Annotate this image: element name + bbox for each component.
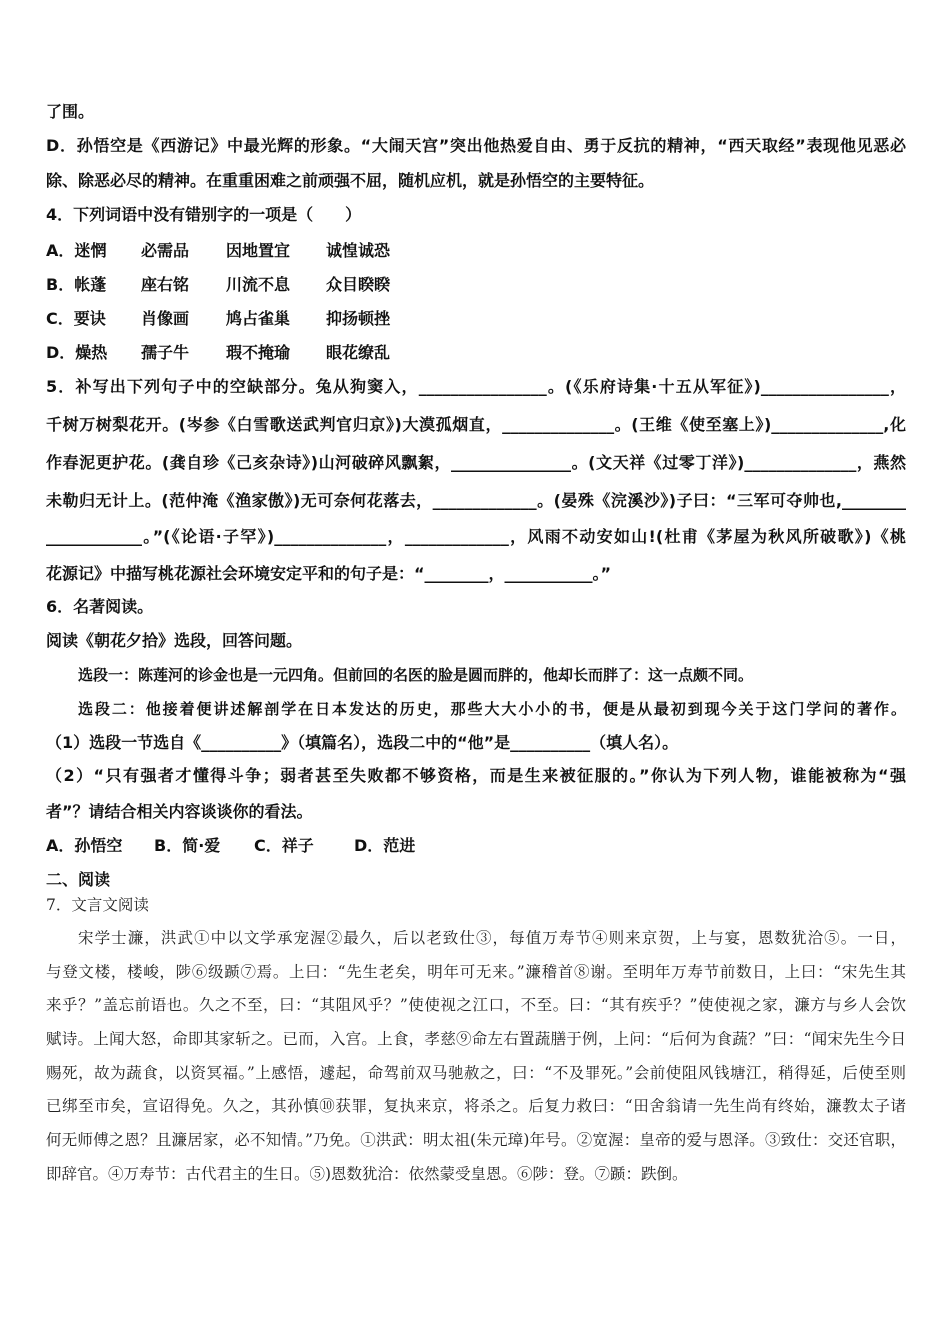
text-line: 与登文楼，楼峻，陟⑥级踬⑦焉。上曰：“先生老矣，明年可无来。”濂稽首⑧谢。至明年万寿节前数日，上曰：“宋先生其 [46,963,906,981]
text-line: 二、阅读 [46,870,111,889]
text-line: 赐死，故为蔬食，以资冥福。”上感悟，遽起，命驾前双马驰赦之，曰：“不及罪死。”会前使阻风钱塘江，稍得延，后使至则 [46,1064,906,1082]
indented-paragraph-line: 选段一：陈莲河的诊金也是一元四角。但前回的名医的脸是圆而胖的，他却长而胖了：这一点颇不同。 [78,666,754,684]
text-line: 者”？请结合相关内容谈谈你的看法。 [46,802,313,821]
text-line: 未勒归无计上。(范仲淹《渔家傲》)无可奈何花落去，_____________。(晏殊《浣溪沙》)子曰：“三军可夺帅也,________ [46,491,906,510]
option-item: C．要诀 [46,309,106,328]
text-line: 5．补写出下列句子中的空缺部分。兔从狗窦入，________________。(《乐府诗集·十五从军征》)________________， [46,377,906,396]
option-item: 川流不息 [226,275,291,294]
text-line: D．孙悟空是《西游记》中最光辉的形象。“大闹天宫”突出他热爱自由、勇于反抗的精神，“西天取经”表现他见恶必 [46,136,906,155]
text-line: 已绑至市矣，宣诏得免。久之，其孙慎⑩获罪，复执来京，将杀之。后复力救曰：“田舍翁请一先生尚有终始，濂教太子诸 [46,1097,906,1115]
option-item: 众目睽睽 [326,275,391,294]
text-line: 除、除恶必尽的精神。在重重困难之前顽强不屈，随机应机，就是孙悟空的主要特征。 [46,171,655,190]
text-line: 何无师傅之恩？且濂居家，必不知情。”乃免。①洪武：明太祖(朱元璋)年号。②宽渥：皇帝的爱与恩泽。③致仕：交还官职， [46,1131,906,1149]
option-item: D．燥热 [46,343,108,362]
answer-options [46,274,906,296]
option-item: 眼花缭乱 [326,343,391,362]
text-line: 7．文言文阅读 [46,896,149,914]
option-item: 孺子牛 [141,343,190,362]
option-item: 因地置宜 [226,241,291,260]
answer-options [46,240,906,262]
option-item: 诚惶诚恐 [326,241,391,260]
answer-options [46,835,906,857]
text-line: ____________。”(《论语·子罕》)______________，_____________，风雨不动安如山!(杜甫《茅屋为秋风所破歌》)《桃 [46,527,906,546]
text-line: （1）选段一节选自《__________》（填篇名），选段二中的“他”是__________（填人名）。 [46,733,679,752]
text-line: 阅读《朝花夕拾》选段，回答问题。 [46,631,303,650]
option-item: B．帐蓬 [46,275,107,294]
text-line: 6．名著阅读。 [46,597,154,616]
option-item: 肖像画 [141,309,190,328]
text-line: 千树万树梨花开。(岑参《白雪歌送武判官归京》)大漠孤烟直，______________。(王维《使至塞上》)______________,化 [46,415,906,434]
text-line: 作春泥更护花。(龚自珍《己亥杂诗》)山河破碎风飘絮，_______________。(文天祥《过零丁洋》)______________，燕然 [46,453,906,472]
answer-options [46,308,906,330]
text-line: 即辞官。④万寿节：古代君主的生日。⑤)恩数犹洽：依然蒙受皇恩。⑥陟：登。⑦踬：跌倒。 [46,1165,688,1183]
text-line: 了围。 [46,102,95,121]
option-item: A．迷惘 [46,241,107,260]
answer-options [46,342,906,364]
text-line: （2）“只有强者才懂得斗争；弱者甚至失败都不够资格，而是生来被征服的。”你认为下列人物，谁能被称为“强 [46,766,906,785]
text-line: 4．下列词语中没有错别字的一项是（ ） [46,205,362,224]
option-item: 座右铭 [141,275,190,294]
text-line: 赋诗。上闻大怒，命即其家斩之。已而，入宫。上食，孝慈⑨命左右置蔬膳于例，上问：“后何为食蔬？”曰：“闻宋先生今日 [46,1030,906,1048]
text-line: 来乎？”盖忘前语也。久之不至，曰：“其阻风乎？”使使视之江口，不至。曰：“其有疾乎？”使使视之家，濂方与乡人会饮 [46,996,906,1014]
option-item: 抑扬顿挫 [326,309,391,328]
option-item: D．范进 [354,836,416,855]
option-item: B．简·爱 [154,836,221,855]
option-item: 鸠占雀巢 [226,309,291,328]
indented-paragraph-line: 选段二：他接着便讲述解剖学在日本发达的历史，那些大大小小的书，便是从最初到现今关于这门学问的著作。 [78,700,906,718]
indented-paragraph-line: 宋学士濂，洪武①中以文学承宠渥②最久，后以老致仕③，每值万寿节④则来京贺，上与宴，恩数犹洽⑤。一日， [78,929,906,947]
text-line: 花源记》中描写桃花源社会环境安定平和的句子是：“________，___________。” [46,564,612,583]
option-item: C．祥子 [254,836,314,855]
option-item: 必需品 [141,241,190,260]
option-item: 瑕不掩瑜 [226,343,291,362]
option-item: A．孙悟空 [46,836,123,855]
